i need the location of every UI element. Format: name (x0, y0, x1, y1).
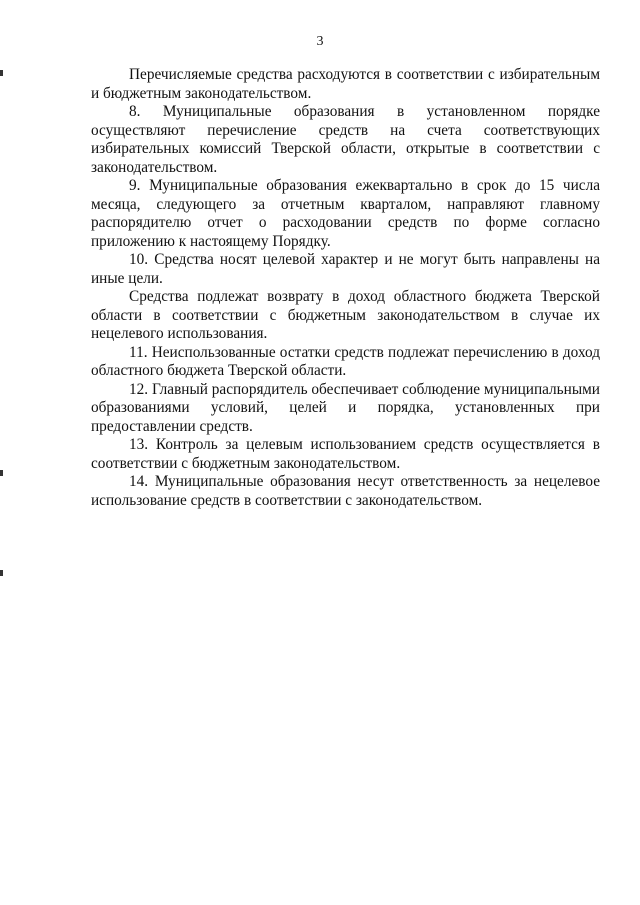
paragraph-item-14: 14. Муниципальные образования несут ответственность за нецелевое использование средств в соответствии с законодательством. (91, 473, 600, 509)
scan-edge-mark (0, 70, 3, 76)
paragraph-item-8: 8. Муниципальные образования в установленном порядке осуществляют перечисление средств на счета соответствующих избирательных комиссий Тверской области, открытые в соответствии с законодательством. (91, 103, 600, 176)
document-body (91, 66, 600, 510)
paragraph: Средства подлежат возврату в доход областного бюджета Тверской области в соответствии с бюджетным законодательством в случае их нецелевого использования. (91, 288, 600, 342)
paragraph-item-10: 10. Средства носят целевой характер и не могут быть направлены на иные цели. (91, 251, 600, 287)
scan-edge-mark (0, 570, 3, 576)
paragraph-item-9: 9. Муниципальные образования ежеквартально в срок до 15 числа месяца, следующего за отчетным кварталом, направляют главному распорядителю отчет о расходовании средств по форме согласно приложению к настоящему Порядку. (91, 177, 600, 250)
paragraph-item-13: 13. Контроль за целевым использованием средств осуществляется в соответствии с бюджетным законодательством. (91, 436, 600, 472)
paragraph-item-11: 11. Неиспользованные остатки средств подлежат перечислению в доход областного бюджета Тверской области. (91, 343, 600, 379)
scan-edge-mark (0, 470, 3, 476)
paragraph-item-12: 12. Главный распорядитель обеспечивает соблюдение муниципальными образованиями условий, целей и порядка, установленных при предоставлении средств. (91, 380, 600, 435)
page-number: 3 (316, 34, 324, 49)
paragraph: Перечисляемые средства расходуются в соответствии с избирательным и бюджетным законодательством. (91, 66, 600, 102)
